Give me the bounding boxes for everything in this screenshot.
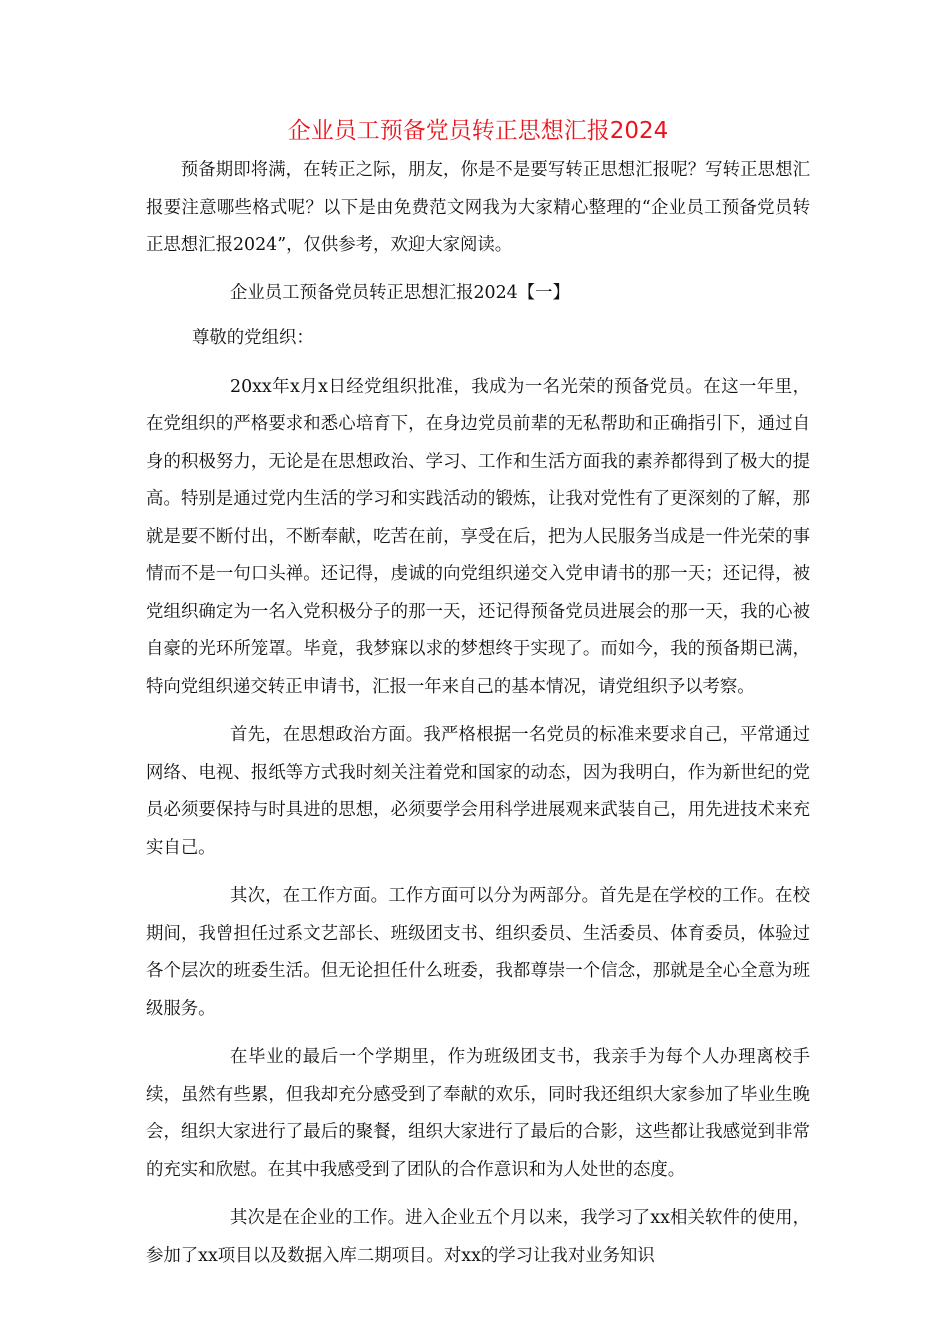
document-title: 企业员工预备党员转正思想汇报2024	[287, 118, 669, 144]
intro-paragraph: 预备期即将满，在转正之际，朋友，你是不是要写转正思想汇报呢？写转正思想汇报要注意哪些格式呢？以下是由免费范文网我为大家精心整理的“企业员工预备党员转正思想汇报2024”，仅供参考，欢迎大家阅读。	[146, 160, 810, 255]
document-body	[146, 112, 810, 1275]
body-paragraph-4: 在毕业的最后一个学期里，作为班级团支书，我亲手为每个人办理离校手续，虽然有些累，但我却充分感受到了奉献的欢乐，同时我还组织大家参加了毕业生晚会，组织大家进行了最后的聚餐，组织大家进行了最后的合影，这些都让我感觉到非常的充实和欣慰。在其中我感受到了团队的合作意识和为人处世的态度。	[146, 1047, 810, 1180]
body-paragraph-3: 其次，在工作方面。工作方面可以分为两部分。首先是在学校的工作。在校期间，我曾担任过系文艺部长、班级团支书、组织委员、生活委员、体育委员，体验过各个层次的班委生活。但无论担任什么班委，我都尊崇一个信念，那就是全心全意为班级服务。	[146, 886, 810, 1019]
body-paragraph-5: 其次是在企业的工作。进入企业五个月以来，我学习了xx相关软件的使用，参加了xx项目以及数据入库二期项目。对xx的学习让我对业务知识	[146, 1208, 810, 1266]
salutation: 尊敬的党组织：	[192, 328, 314, 348]
section-heading: 企业员工预备党员转正思想汇报2024【一】	[230, 282, 570, 303]
body-paragraph-2: 首先，在思想政治方面。我严格根据一名党员的标准来要求自己，平常通过网络、电视、报纸等方式我时刻关注着党和国家的动态，因为我明白，作为新世纪的党员必须要保持与时具进的思想，必须要学会用科学进展观来武装自己，用先进技术来充实自己。	[146, 725, 810, 858]
body-paragraph-1: 20xx年x月x日经党组织批准，我成为一名光荣的预备党员。在这一年里，在党组织的严格要求和悉心培育下，在身边党员前辈的无私帮助和正确指引下，通过自身的积极努力，无论是在思想政治、学习、工作和生活方面我的素养都得到了极大的提高。特别是通过党内生活的学习和实践活动的锻炼，让我对党性有了更深刻的了解，那就是要不断付出，不断奉献，吃苦在前，享受在后，把为人民服务当成是一件光荣的事情而不是一句口头禅。还记得，虔诚的向党组织递交入党申请书的那一天；还记得，被党组织确定为一名入党积极分子的那一天，还记得预备党员进展会的那一天，我的心被自豪的光环所笼罩。毕竟，我梦寐以求的梦想终于实现了。而如今，我的预备期已满，特向党组织递交转正申请书，汇报一年来自己的基本情况，请党组织予以考察。	[146, 376, 810, 697]
